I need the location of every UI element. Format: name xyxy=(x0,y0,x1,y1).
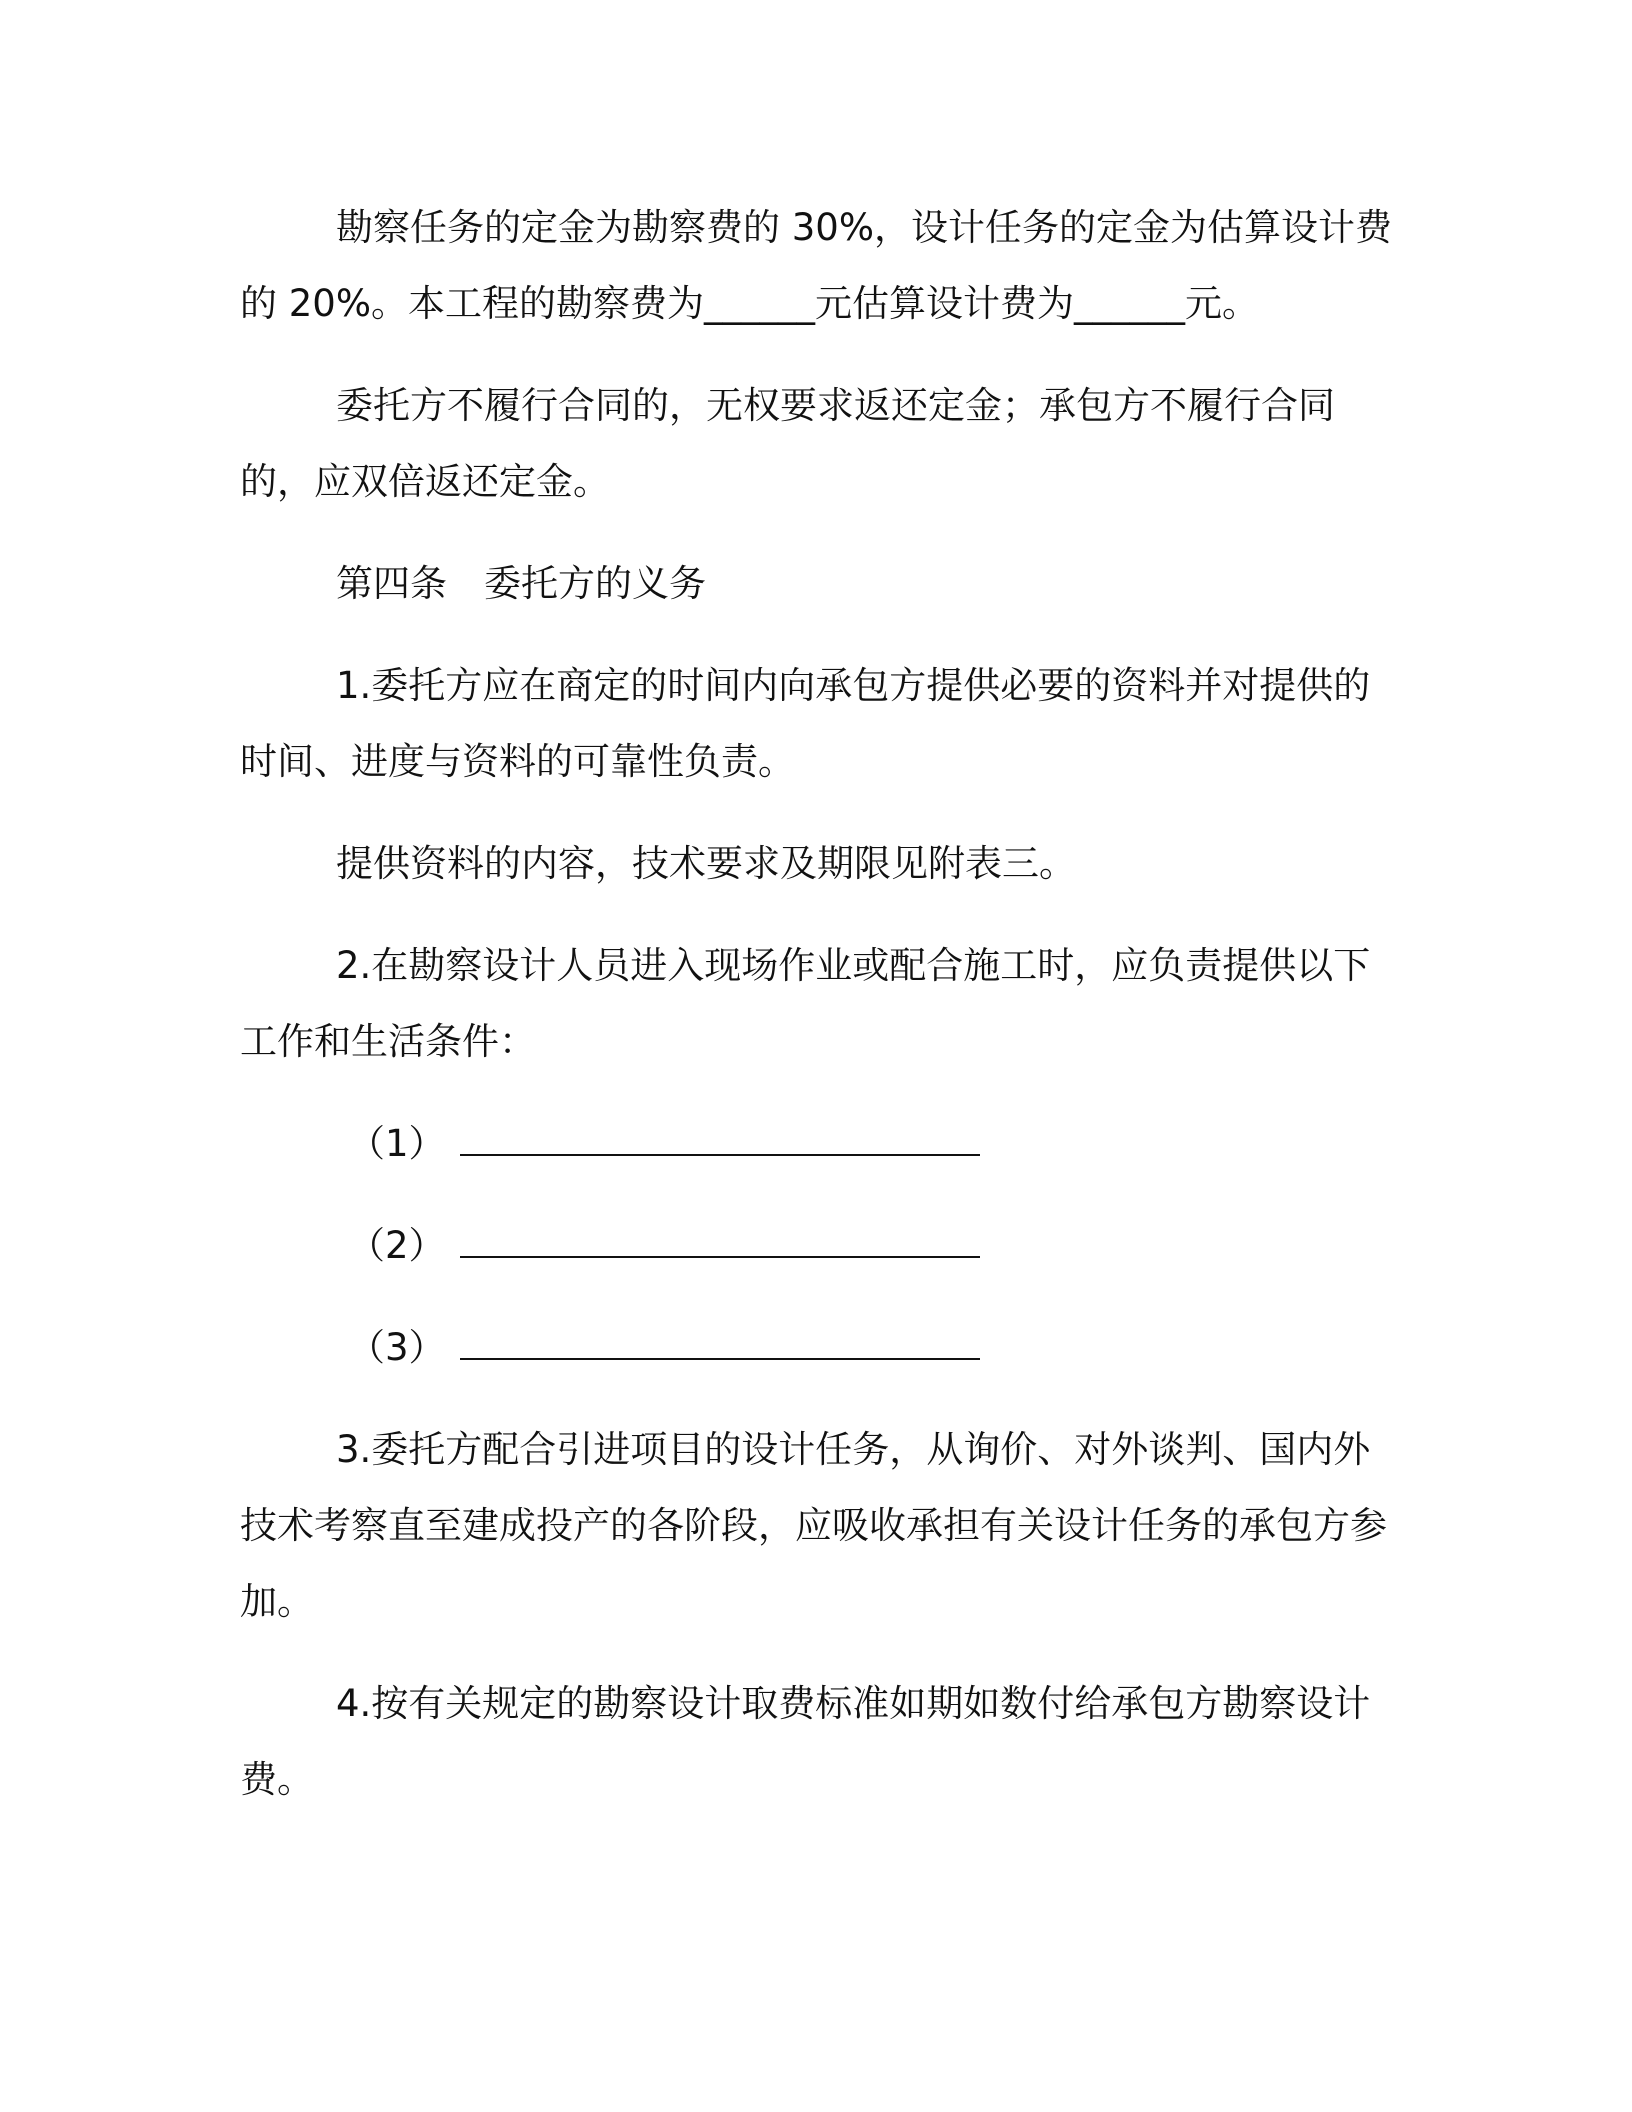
blank-item-number: （3） xyxy=(348,1326,446,1369)
blank-item-number: （1） xyxy=(348,1122,446,1165)
fill-in-blank-line xyxy=(460,1126,980,1156)
obligation-1-paragraph: 1.委托方应在商定的时间内向承包方提供必要的资料并对提供的时间、进度与资料的可靠性负责。 xyxy=(240,664,1371,783)
materials-note-paragraph: 提供资料的内容，技术要求及期限见附表三。 xyxy=(336,842,1076,885)
obligation-2-paragraph: 2.在勘察设计人员进入现场作业或配合施工时，应负责提供以下工作和生活条件： xyxy=(240,944,1371,1063)
article-four-heading: 第四条 委托方的义务 xyxy=(336,562,706,605)
obligation-3-paragraph: 3.委托方配合引进项目的设计任务，从询价、对外谈判、国内外技术考察直至建成投产的各阶段，应吸收承担有关设计任务的承包方参加。 xyxy=(240,1428,1387,1623)
fill-in-blank-line xyxy=(460,1228,980,1258)
deposit-breach-paragraph: 委托方不履行合同的，无权要求返还定金；承包方不履行合同的，应双倍返还定金。 xyxy=(240,384,1335,503)
obligation-4-paragraph: 4.按有关规定的勘察设计取费标准如期如数付给承包方勘察设计费。 xyxy=(240,1682,1371,1801)
blank-item-2 xyxy=(240,1208,1400,1284)
fill-in-blank-line xyxy=(460,1330,980,1360)
blank-item-3 xyxy=(240,1310,1400,1386)
deposit-paragraph: 勘察任务的定金为勘察费的 30%，设计任务的定金为估算设计费的 20%。本工程的勘察费为______元估算设计费为______元。 xyxy=(240,206,1392,325)
blank-item-number: （2） xyxy=(348,1224,446,1267)
document-body xyxy=(240,190,1400,1844)
blank-item-1 xyxy=(240,1106,1400,1182)
